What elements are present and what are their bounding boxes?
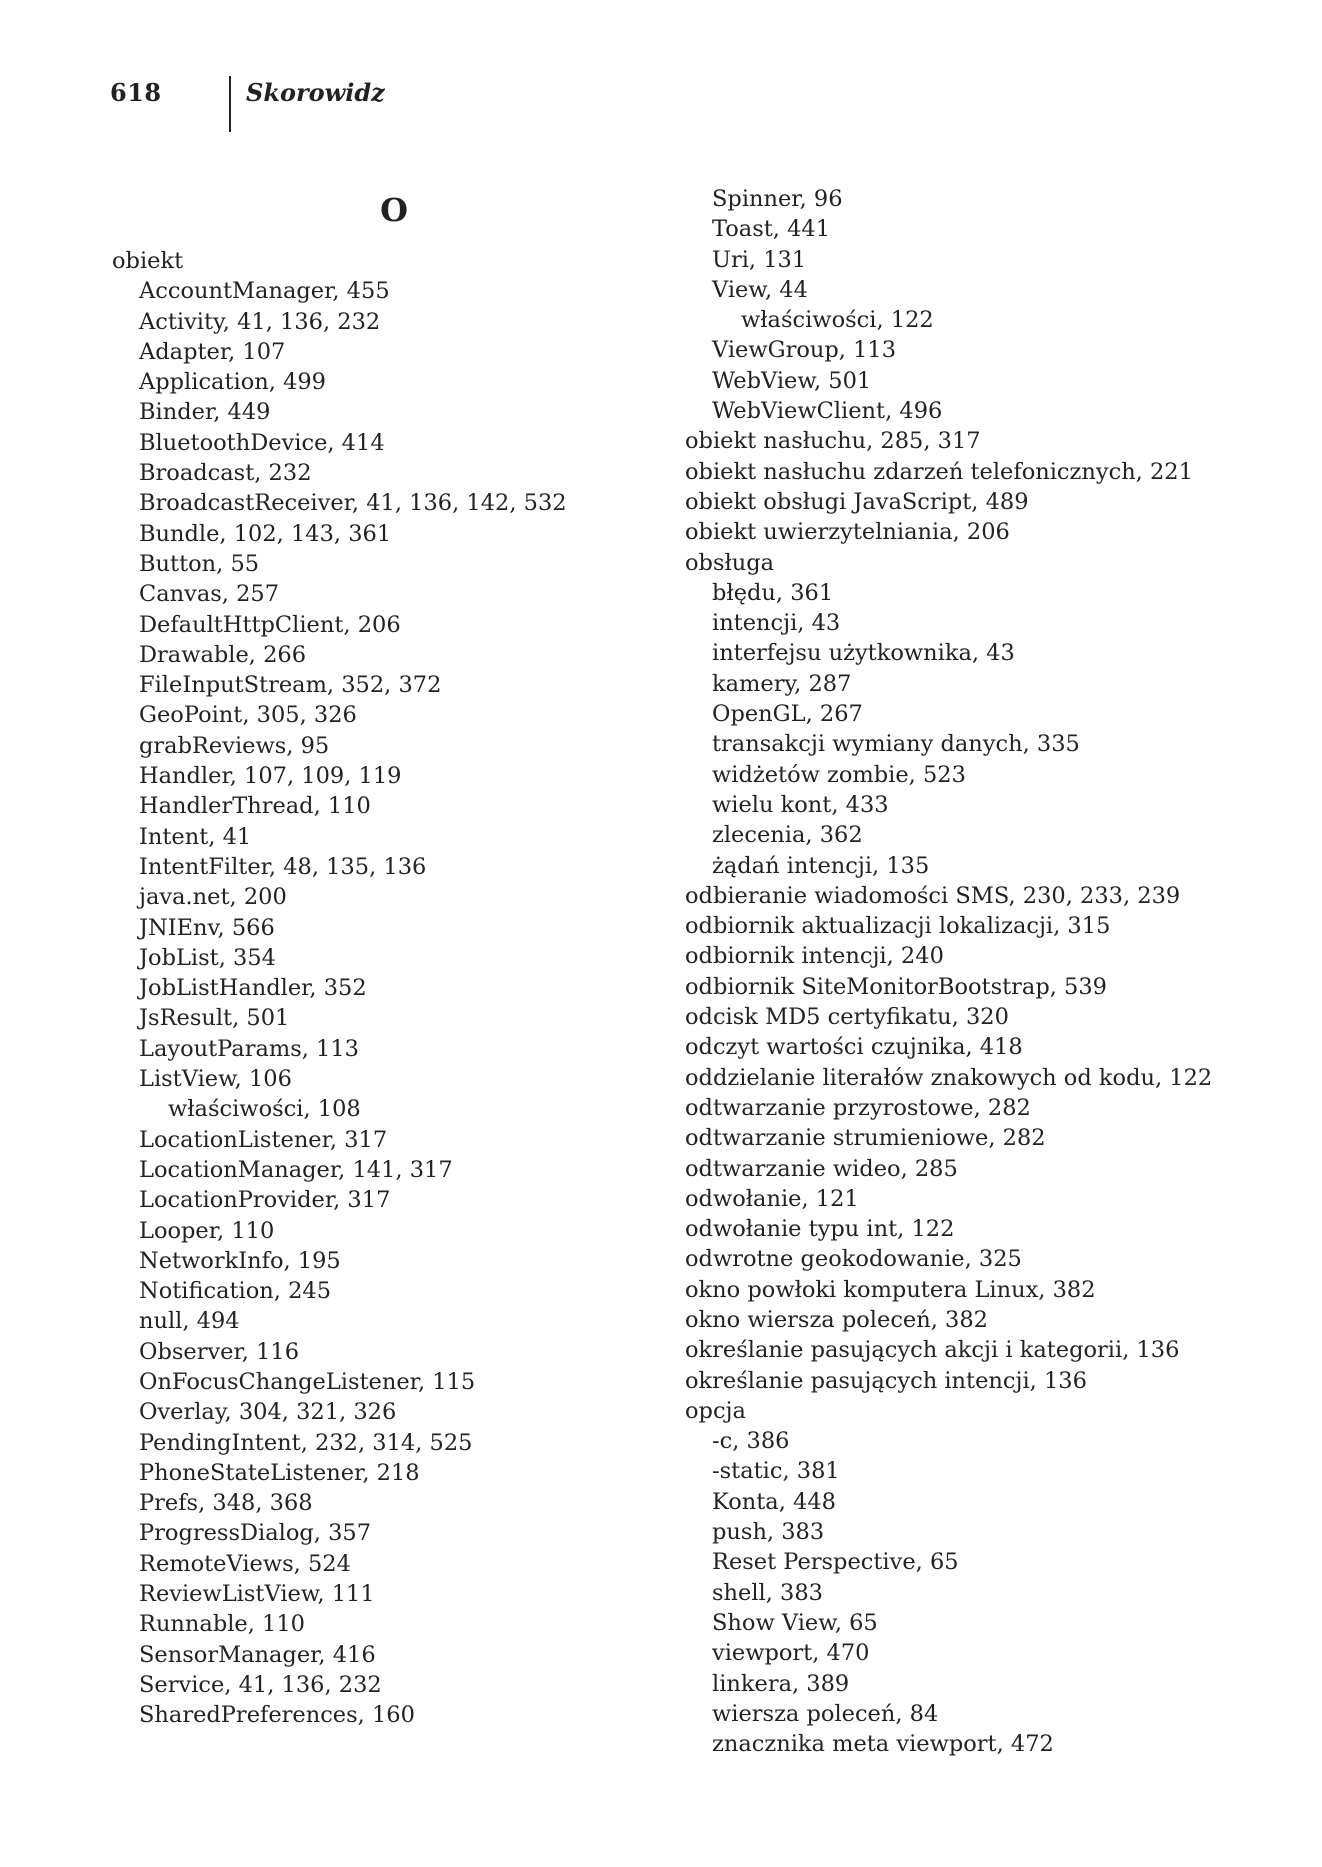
index-entry: WebViewClient, 496: [712, 398, 943, 425]
index-entry: JNIEnv, 566: [139, 914, 275, 941]
index-entry: interfejsu użytkownika, 43: [712, 640, 1015, 667]
index-entry: push, 383: [712, 1519, 825, 1546]
index-entry: odtwarzanie wideo, 285: [685, 1155, 958, 1182]
index-entry: LocationListener, 317: [139, 1126, 388, 1153]
index-entry: odcisk MD5 certyfikatu, 320: [685, 1004, 1009, 1031]
index-entry: określanie pasujących intencji, 136: [685, 1367, 1087, 1394]
index-entry: Broadcast, 232: [139, 460, 312, 487]
index-entry: Application, 499: [139, 369, 326, 396]
index-entry: null, 494: [139, 1308, 240, 1335]
index-entry: odbiornik SiteMonitorBootstrap, 539: [685, 973, 1107, 1000]
index-entry: DefaultHttpClient, 206: [139, 611, 401, 638]
page-number: 618: [110, 78, 162, 107]
index-entry: intencji, 43: [712, 610, 841, 637]
index-entry: wiersza poleceń, 84: [712, 1700, 939, 1727]
index-entry: obiekt nasłuchu zdarzeń telefonicznych, 221: [685, 458, 1193, 485]
index-column-right: [685, 184, 1285, 1759]
index-entry: odwołanie typu int, 122: [685, 1216, 955, 1243]
index-entry: JobListHandler, 352: [139, 975, 367, 1002]
index-entry: obiekt nasłuchu, 285, 317: [685, 428, 981, 455]
index-entry: obiekt obsługi JavaScript, 489: [685, 488, 1029, 515]
index-entry: Notification, 245: [139, 1278, 332, 1305]
index-entry: właściwości, 122: [741, 307, 934, 334]
index-entry: Button, 55: [139, 550, 260, 577]
index-list-right: [685, 184, 1285, 1759]
index-entry: odtwarzanie przyrostowe, 282: [685, 1094, 1031, 1121]
index-entry: odczyt wartości czujnika, 418: [685, 1034, 1023, 1061]
index-entry: AccountManager, 455: [139, 278, 390, 305]
index-entry: Handler, 107, 109, 119: [139, 763, 402, 790]
index-entry: Overlay, 304, 321, 326: [139, 1399, 397, 1426]
index-list-left: [112, 246, 672, 1731]
index-entry: transakcji wymiany danych, 335: [712, 731, 1080, 758]
index-entry: BluetoothDevice, 414: [139, 429, 385, 456]
index-entry: okno powłoki komputera Linux, 382: [685, 1276, 1096, 1303]
index-entry: Activity, 41, 136, 232: [139, 308, 381, 335]
index-entry: znacznika meta viewport, 472: [712, 1731, 1054, 1758]
index-entry: widżetów zombie, 523: [712, 761, 966, 788]
index-entry: LocationManager, 141, 317: [139, 1156, 453, 1183]
index-entry: błędu, 361: [712, 579, 834, 606]
index-entry: Toast, 441: [712, 216, 831, 243]
index-entry: NetworkInfo, 195: [139, 1247, 341, 1274]
index-entry: Observer, 116: [139, 1338, 300, 1365]
index-entry: JobList, 354: [139, 944, 276, 971]
header-divider: [229, 76, 231, 132]
index-entry: oddzielanie literałów znakowych od kodu, 122: [685, 1064, 1213, 1091]
index-entry: linkera, 389: [712, 1670, 850, 1697]
index-entry: obiekt: [112, 248, 184, 274]
index-entry: PendingIntent, 232, 314, 525: [139, 1429, 473, 1456]
index-entry: zlecenia, 362: [712, 822, 863, 849]
index-entry: Looper, 110: [139, 1217, 275, 1244]
index-entry: wielu kont, 433: [712, 791, 889, 818]
index-entry: -c, 386: [712, 1428, 790, 1455]
index-entry: Canvas, 257: [139, 581, 280, 608]
index-entry: Spinner, 96: [712, 186, 843, 212]
index-entry: grabReviews, 95: [139, 732, 330, 759]
index-entry: WebView, 501: [712, 367, 872, 394]
index-entry: ListView, 106: [139, 1066, 292, 1093]
index-entry: Bundle, 102, 143, 361: [139, 520, 392, 547]
index-entry: odwrotne geokodowanie, 325: [685, 1246, 1022, 1273]
index-entry: OpenGL, 267: [712, 701, 863, 728]
index-entry: właściwości, 108: [168, 1096, 361, 1123]
index-entry: Intent, 41: [139, 823, 252, 850]
index-entry: -static, 381: [712, 1458, 840, 1485]
index-entry: żądań intencji, 135: [712, 852, 930, 879]
index-entry: Prefs, 348, 368: [139, 1490, 313, 1517]
index-entry: Konta, 448: [712, 1488, 836, 1515]
index-entry: Uri, 131: [712, 246, 807, 273]
index-entry: RemoteViews, 524: [139, 1550, 351, 1577]
index-entry: LayoutParams, 113: [139, 1035, 359, 1062]
index-entry: JsResult, 501: [139, 1005, 290, 1032]
index-entry: ViewGroup, 113: [712, 337, 897, 364]
index-entry: ProgressDialog, 357: [139, 1520, 372, 1547]
index-entry: FileInputStream, 352, 372: [139, 672, 442, 699]
index-entry: Runnable, 110: [139, 1611, 305, 1638]
index-entry: odwołanie, 121: [685, 1185, 859, 1212]
index-entry: okno wiersza poleceń, 382: [685, 1306, 988, 1333]
index-entry: określanie pasujących akcji i kategorii, 136: [685, 1337, 1180, 1364]
index-entry: odtwarzanie strumieniowe, 282: [685, 1125, 1046, 1152]
index-entry: ReviewListView, 111: [139, 1581, 375, 1608]
index-entry: View, 44: [712, 276, 808, 303]
index-entry: odbiornik aktualizacji lokalizacji, 315: [685, 913, 1111, 940]
index-entry: obsługa: [685, 549, 775, 576]
index-entry: odbieranie wiadomości SMS, 230, 233, 239: [685, 882, 1181, 909]
index-entry: java.net, 200: [139, 884, 287, 911]
index-entry: OnFocusChangeListener, 115: [139, 1368, 476, 1395]
index-entry: SensorManager, 416: [139, 1641, 376, 1668]
index-entry: Binder, 449: [139, 399, 271, 426]
index-entry: LocationProvider, 317: [139, 1187, 391, 1214]
index-entry: IntentFilter, 48, 135, 136: [139, 853, 427, 880]
index-entry: Adapter, 107: [139, 338, 286, 365]
index-entry: SharedPreferences, 160: [139, 1702, 415, 1729]
running-title: Skorowidz: [246, 78, 385, 107]
index-entry: opcja: [685, 1397, 746, 1424]
index-entry: Show View, 65: [712, 1609, 878, 1636]
index-entry: shell, 383: [712, 1579, 823, 1606]
index-entry: BroadcastReceiver, 41, 136, 142, 532: [139, 490, 567, 517]
index-entry: Service, 41, 136, 232: [139, 1671, 382, 1698]
section-letter: O: [380, 191, 408, 229]
index-entry: GeoPoint, 305, 326: [139, 702, 357, 729]
index-entry: Drawable, 266: [139, 641, 307, 668]
index-entry: HandlerThread, 110: [139, 793, 371, 820]
index-column-left: [112, 184, 672, 1731]
index-entry: kamery, 287: [712, 670, 852, 697]
index-entry: obiekt uwierzytelniania, 206: [685, 519, 1010, 546]
index-entry: Reset Perspective, 65: [712, 1549, 959, 1576]
index-entry: PhoneStateListener, 218: [139, 1459, 420, 1486]
index-entry: odbiornik intencji, 240: [685, 943, 944, 970]
index-entry: viewport, 470: [712, 1640, 870, 1667]
